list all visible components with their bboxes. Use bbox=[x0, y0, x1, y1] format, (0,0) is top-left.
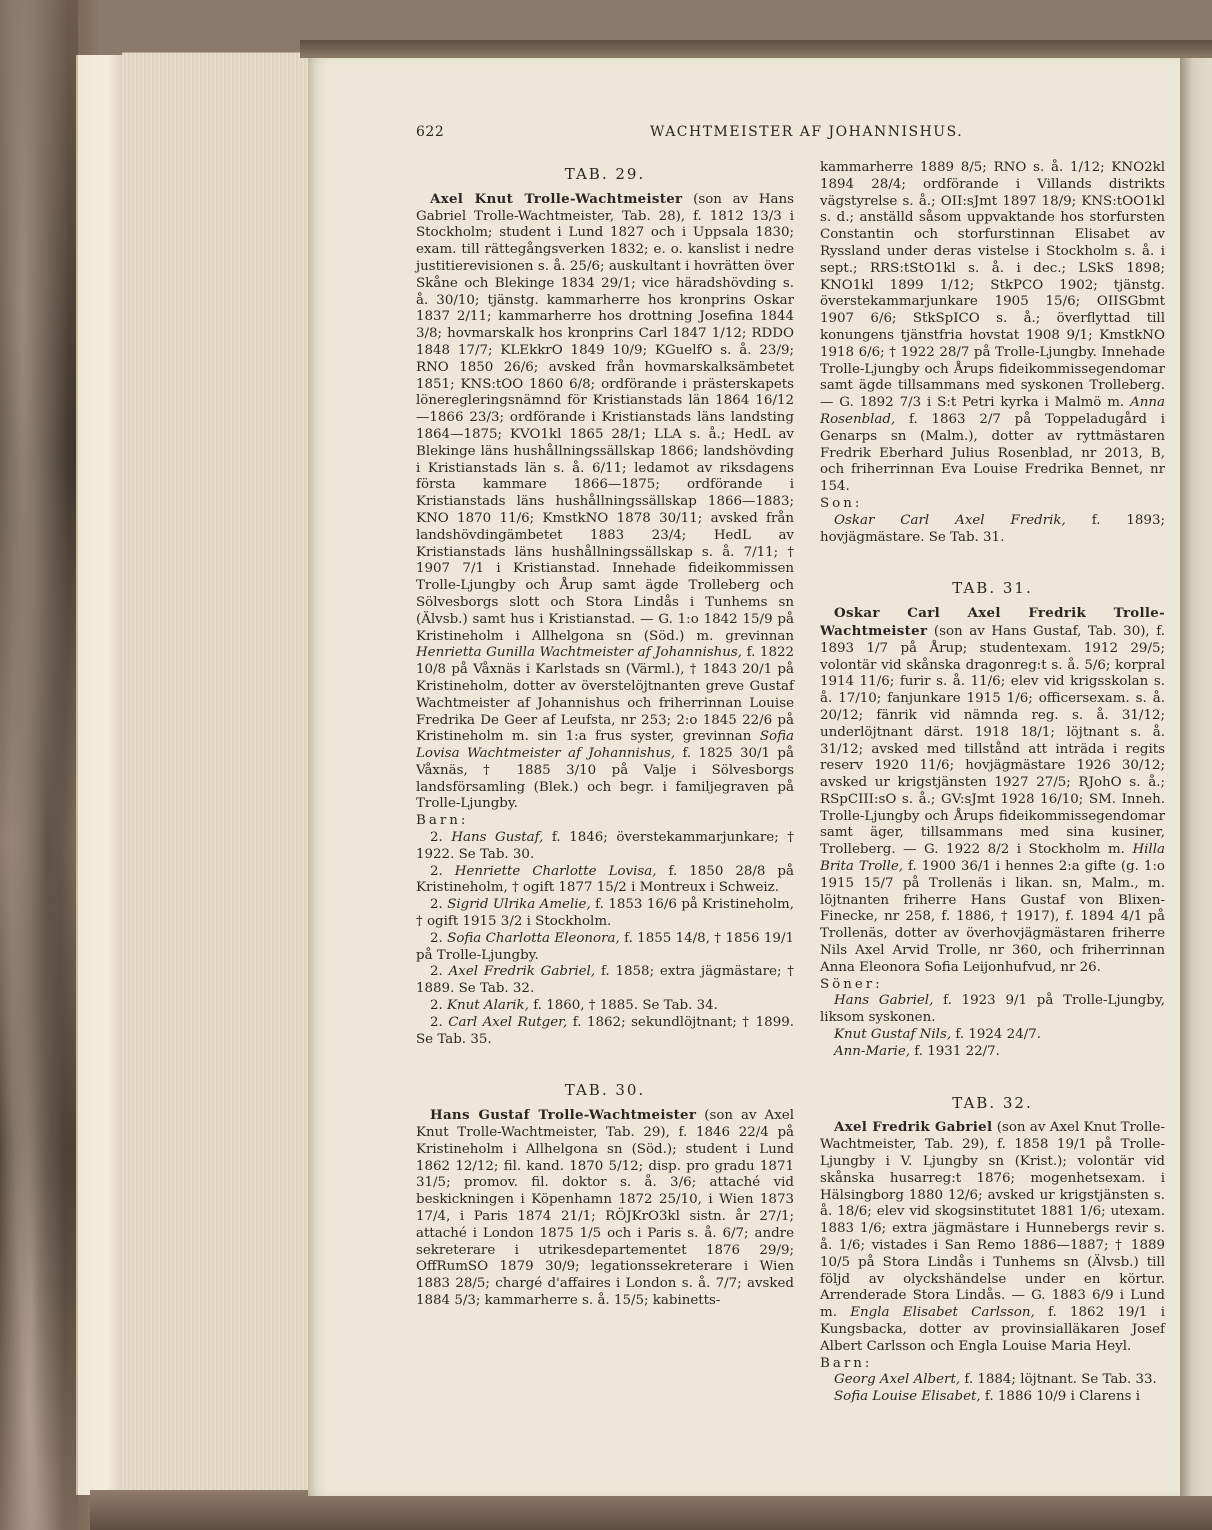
tab-29-wife-1: Henrietta Gunilla Wachtmeister af Johannishus, bbox=[416, 645, 743, 661]
left-column bbox=[416, 160, 794, 1310]
list-item: 2. Axel Fredrik Gabriel, f. 1858; extra jägmästare; † 1889. Se Tab. 32. bbox=[416, 964, 794, 997]
list-item: 2. Sofia Charlotta Eleonora, f. 1855 14/8, † 1856 19/1 på Trolle-Ljungby. bbox=[416, 930, 794, 963]
tab-30-name: Hans Gustaf Trolle-Wachtmeister bbox=[430, 1107, 697, 1124]
tab-29-wife-2: Sofia Lovisa Wachtmeister af Johannishus, bbox=[416, 729, 794, 762]
running-head: WACHTMEISTER AF JOHANNISHUS. bbox=[650, 124, 964, 140]
tab-29-text: (son av Hans Gabriel Trolle-Wachtmeister, Tab. 28), f. 1812 13/3 i Stockholm; student i Lund 1827 och i Uppsala 1830; exam. till rättegångsverken 1832; e. o. kanslist i nedre justitierevisionen s. å. 25/6; auskultant i hovrätten över Skåne och Blekinge 1834 29/1; vice häradshövding s. å. 30/10; tjänstg. kammarherre hos kronprins Oskar 1837 2/11; kammarherre hos drottning Josefina 1844 3/8; hovmarskalk hos kronprins Carl 1847 1/12; RDDO 1848 17/7; KLEkkrO 1849 10/9; KGuelfO s. å. 23/9; RNO 1850 26/6; avsked från hovmarskalksämbetet 1851; KNS:tOO 1860 6/8; ordförande i prästerskapets löneregleringsnämnd för Kristianstads län 1864 16/12—1866 23/3; ordförande i Kristianstads läns landsting 1864—1875; KVO1kl 1865 28/1; LLA s. å.; HedL av Blekinge läns hushållningssällskap 1866; landshövding i Kristianstads län s. å. 6/11; ledamot av riksdagens första kammare 1866—1875; ordförande i Kristianstads läns hushållningssällskap 1866—1883; KNO 1870 11/6; KmstkNO 1878 30/11; avsked från landshövdingämbetet 1883 23/4; HedL av Kristianstads läns hushållningssällskap s. å. 7/11; † 1907 7/1 i Kristianstad. Innehade fideikommissen Trolle-Ljungby och Årup samt ägde Trolleberg och Sölvesborgs slott och Stora Lindås i Tunhems sn (Älvsb.) samt hus i Kristianstad. — G. 1:o 1842 15/9 på Kristineholm i Allhelgona sn (Söd.) m. grevinnan bbox=[416, 191, 794, 644]
right-page-gutter bbox=[1180, 58, 1212, 1496]
list-item bbox=[820, 993, 1165, 1027]
son-text: f. 1931 22/7. bbox=[914, 1043, 1000, 1059]
son-name: Oskar Carl Axel Fredrik, bbox=[834, 512, 1066, 528]
child-text: f. 1850 28/8 på Kristineholm, † ogift 1877 15/2 i Montreux i Schweiz. bbox=[416, 863, 794, 896]
child-name: Hans Gustaf, bbox=[451, 830, 544, 846]
tab-31-title: TAB. 31. bbox=[952, 579, 1033, 598]
tab-29-name: Axel Knut Trolle-Wachtmeister bbox=[430, 190, 683, 207]
child-text: f. 1858; extra jägmästare; † 1889. Se Tab. 32. bbox=[416, 964, 794, 997]
child-text: f. 1860, † 1885. Se Tab. 34. bbox=[533, 998, 718, 1014]
tab-30-cont-text-2: f. 1863 2/7 på Toppeladugård i Genarps sn (Malm.), dotter av ryttmästaren Fredrik Eberhard Julius Rosenblad, nr 2013, B, och friherrinnan Eva Louise Fredrika Bennet, nr 154. bbox=[820, 411, 1165, 495]
child-name: Georg Axel Albert, bbox=[834, 1372, 961, 1388]
child-text: f. 1855 14/8, † 1856 19/1 på Trolle-Ljungby. bbox=[416, 930, 794, 963]
list-item: 2. Hans Gustaf, f. 1846; överstekammarjunkare; † 1922. Se Tab. 30. bbox=[416, 830, 794, 862]
child-name: Sigrid Ulrika Amelie, bbox=[447, 897, 591, 913]
tab-31-entry bbox=[820, 605, 1165, 977]
child-text: f. 1884; löjtnant. Se Tab. 33. bbox=[964, 1372, 1157, 1388]
tab-31-text-2: f. 1900 36/1 i hennes 2:a gifte (g. 1:o 1915 15/7 på Trollenäs i likan. sn, Malm., m. löjtnanten friherre Hans Gustaf von Blixen-Finecke, nr 258, f. 1886, † 1917), f. 1894 4/1 på Trollenäs, dotter av överhovjägmästaren friherre Nils Axel Arvid Trolle, nr 360, och friherrinnan Anna Eleonora Sofia Leijonhufvud, nr 26. bbox=[820, 859, 1165, 975]
list-item bbox=[820, 1372, 1165, 1389]
tab-30-cont-text: kammarherre 1889 8/5; RNO s. å. 1/12; KNO2kl 1894 28/4; ordförande i Villands distrikts vägstyrelse s. å.; OII:sJmt 1897 18/9; KNS:tOO1kl s. d.; anställd såsom uppvaktande hos storfursten Constantin och storfurstinnan Elisabet av Ryssland under deras vistelse i Stockholm s. å. i sept.; RRS:tStO1kl s. å. i dec.; LSkS 1898; KNO1kl 1899 1/12; StkPCO 1902; tjänstg. överstekammarjunkare 1905 15/6; OIISGbmt 1907 6/6; StkSpICO s. å.; överflyttad till konungens tjänstfria hovstat 1908 9/1; KmstkNO 1918 6/6; † 1922 28/7 på Trolle-Ljungby. Innehade Trolle-Ljungby och Årups fideikommissegendomar samt ägde tillsammans med syskonen Trolleberg. — G. 1892 7/3 i S:t Petri kyrka i Malmö m. bbox=[820, 160, 1165, 411]
page-stack-edge bbox=[122, 52, 308, 1502]
tab-32-entry bbox=[820, 1119, 1165, 1355]
son-text: f. 1893; hovjägmästare. Se Tab. 31. bbox=[820, 512, 1165, 545]
page-number: 622 bbox=[416, 124, 445, 140]
tab-32-wife: Engla Elisabet Carlsson, bbox=[850, 1305, 1035, 1321]
child-text: f. 1862; sekundlöjtnant; † 1899. Se Tab. 35. bbox=[416, 1014, 794, 1047]
child-text: f. 1846; överstekammarjunkare; † 1922. Se Tab. 30. bbox=[416, 830, 794, 862]
cover-edge bbox=[76, 55, 126, 1495]
marbled-cover bbox=[0, 0, 78, 1530]
list-item: 2. Carl Axel Rutger, f. 1862; sekundlöjtnant; † 1899. Se Tab. 35. bbox=[416, 1014, 794, 1047]
tab-32-children-label: Barn: bbox=[820, 1355, 873, 1371]
list-item bbox=[820, 1044, 1165, 1061]
child-name: Henriette Charlotte Lovisa, bbox=[454, 863, 657, 879]
tab-32-title: TAB. 32. bbox=[952, 1093, 1033, 1112]
tab-29-title: TAB. 29. bbox=[564, 165, 646, 183]
page-header bbox=[410, 124, 1170, 144]
tab-29-text-3: f. 1825 30/1 på Våxnäs, † 1885 3/10 på Valje i Sölvesborgs landsförsamling (Blek.) och begr. i familjegraven på Trolle-Ljungby. bbox=[416, 746, 794, 812]
tab-30-title: TAB. 30. bbox=[564, 1081, 646, 1100]
tab-29-text-2: f. 1822 10/8 på Våxnäs i Karlstads sn (Värml.), † 1843 20/1 på Kristineholm, dotter av överstelöjtnanten greve Gustaf Wachtmeister af Johannishus och friherrinnan Louise Fredrika De Geer af Leufsta, nr 253; 2:o 1845 22/6 på Kristineholm m. sin 1:a frus syster, grevinnan bbox=[416, 645, 795, 745]
tab-31-sons-label: Söner: bbox=[820, 976, 883, 992]
child-text: f. 1853 16/6 på Kristineholm, † ogift 1915 3/2 i Stockholm. bbox=[416, 897, 794, 930]
list-item bbox=[820, 513, 1165, 547]
son-name: Knut Gustaf Nils, bbox=[834, 1027, 952, 1043]
child-name: Sofia Charlotta Eleonora, bbox=[447, 930, 620, 946]
list-item bbox=[820, 1389, 1165, 1406]
right-column bbox=[820, 160, 1165, 1406]
child-name: Axel Fredrik Gabriel, bbox=[448, 964, 596, 980]
tab-30-continuation bbox=[820, 160, 1165, 496]
tab-32-name: Axel Fredrik Gabriel bbox=[834, 1119, 993, 1136]
tab-30-entry bbox=[416, 1107, 794, 1310]
tab-29-entry bbox=[416, 191, 794, 813]
list-item: 2. Sigrid Ulrika Amelie, f. 1853 16/6 på Kristineholm, † ogift 1915 3/2 i Stockholm. bbox=[416, 897, 794, 930]
tab-31-name: Oskar Carl Axel Fredrik Trolle-Wachtmeister bbox=[820, 605, 1165, 639]
list-item: 2. Knut Alarik, f. 1860, † 1885. Se Tab. 34. bbox=[430, 998, 718, 1014]
tab-29-children-label: Barn: bbox=[416, 813, 469, 829]
son-name: Hans Gabriel, bbox=[834, 993, 934, 1009]
son-text: f. 1923 9/1 på Trolle-Ljungby, liksom syskonen. bbox=[820, 993, 1165, 1026]
tab-31-text: (son av Hans Gustaf, Tab. 30), f. 1893 1/7 på Årup; studentexam. 1912 29/5; volontär vid skånska dragonreg:t s. å. 5/6; korpral 1914 11/6; furir s. å. 11/6; elev vid krigsskolan s. å. 17/10; fanjunkare 1915 1/6; officersexam. s. å. 20/12; fänrik vid nämnda reg. s. å. 31/12; underlöjtnant därst. 1918 18/1; löjtnant s. å. 31/12; avsked med tillstånd att inträda i regits reserv 1920 11/6; hovjägmästare 1926 30/12; avsked ur krigstjänsten 1927 27/5; RJohO s. å.; RSpCIII:sO s. å.; GV:sJmt 1928 16/10; SM. Inneh. Trolle-Ljungby och Årups fideikommissegendomar samt äger, tillsammans med sina kusiner, Trolleberg. — G. 1922 8/2 i Stockholm m. bbox=[820, 623, 1165, 858]
binding-bottom-edge bbox=[90, 1490, 1212, 1530]
child-name: Carl Axel Rutger, bbox=[448, 1014, 568, 1030]
tab-32-text: (son av Axel Knut Trolle-Wachtmeister, Tab. 29), f. 1858 19/1 på Trolle-Ljungby i V. Ljungby sn (Krist.); volontär vid skånska husarreg:t 1876; mogenhetsexam. i Hälsingborg 1880 12/6; avsked ur krigstjänsten s. å. 18/6; elev vid skogsinstitutet 1881 1/6; utexam. 1883 1/6; extra jägmästare i Hunnebergs revir s. å. 1/6; vistades i San Remo 1886—1887; † 1889 10/5 på Stora Lindås i Tunhems sn (Älvsb.) till följd av olyckshändelse under en körtur. Arrenderade Stora Lindås. — G. 1883 6/9 i Lund m. bbox=[820, 1120, 1166, 1321]
binding-top-edge bbox=[300, 40, 1212, 58]
son-name: Ann-Marie, bbox=[834, 1043, 911, 1059]
child-text: f. 1886 10/9 i Clarens i bbox=[984, 1389, 1140, 1405]
list-item: 2. Henriette Charlotte Lovisa, f. 1850 28/8 på Kristineholm, † ogift 1877 15/2 i Montreux i Schweiz. bbox=[416, 863, 794, 896]
tab-31-wife: Hilla Brita Trolle, bbox=[820, 842, 1165, 875]
tab-32-text-2: f. 1862 19/1 i Kungsbacka, dotter av provinsialläkaren Josef Albert Carlsson och Engla Louise Maria Heyl. bbox=[820, 1305, 1165, 1354]
child-name: Knut Alarik, bbox=[447, 998, 529, 1014]
list-item bbox=[820, 1027, 1165, 1044]
son-text: f. 1924 24/7. bbox=[955, 1027, 1041, 1043]
child-name: Sofia Louise Elisabet, bbox=[834, 1389, 981, 1405]
tab-30-son-label: Son: bbox=[820, 495, 863, 511]
tab-30-wife: Anna Rosenblad, bbox=[820, 395, 1165, 427]
tab-30-text: (son av Axel Knut Trolle-Wachtmeister, Tab. 29), f. 1846 22/4 på Kristineholm i Allhelgona sn (Söd.); student i Lund 1862 12/12; fil. kand. 1870 5/12; disp. pro gradu 1871 31/5; promov. fil. doktor s. å. 3/6; attaché vid beskickningen i Köpenhamn 1872 25/10, i Wien 1873 17/4, i Paris 1874 21/1; RÖJKrO3kl sistn. år 27/1; attaché i London 1875 1/5 och i Paris s. å. 6/7; andre sekreterare i utrikesdepartementet 1876 29/9; OffRumSO 1879 30/9; legationssekreterare i Wien 1883 28/5; chargé d'affaires i London s. å. 7/7; avsked 1884 5/3; kammarherre s. å. 15/5; kabinetts- bbox=[416, 1108, 794, 1308]
